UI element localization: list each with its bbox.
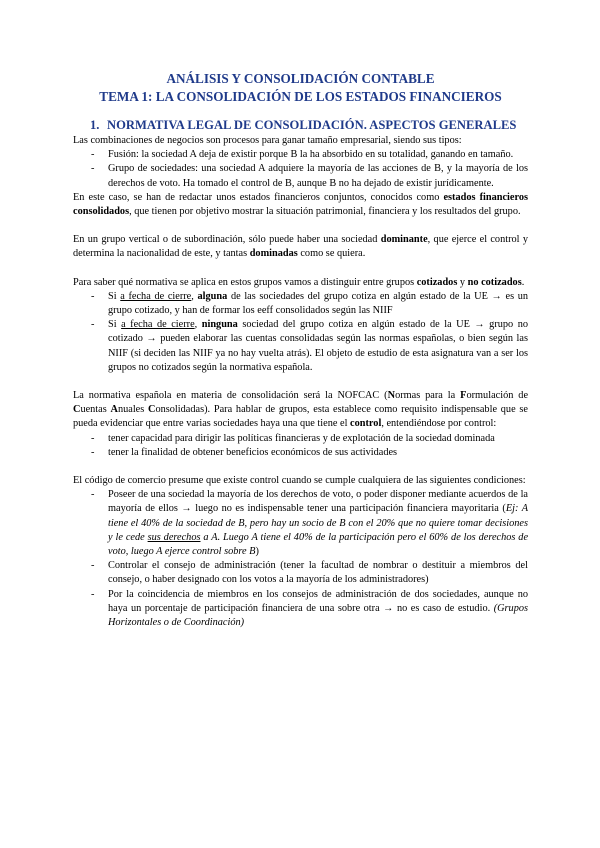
bold-term: cotizados <box>416 276 458 288</box>
list-item-voting-rights <box>91 488 528 559</box>
text-span: ormas para la <box>395 390 461 402</box>
text-span: de las sociedades del grupo cotiza en algún estado de la UE → es un grupo cotizado, y han de formar los eeff consolidados según las NIIF <box>108 290 529 317</box>
paragraph-consolidated-statements <box>73 191 528 219</box>
text-span: , que ejerce el control y determina la nacionalidad de este, y tantas <box>73 234 528 260</box>
bold-letter: C <box>73 404 81 416</box>
text-span: ) <box>255 546 259 558</box>
paragraph-vertical-group <box>73 233 528 261</box>
bold-term: estados financieros consolidados <box>73 191 529 218</box>
text-span: Por la coincidencia de miembros en los consejos de administración de dos sociedades, aunque no haya un porcentaje de participación financiera de una sobre otra → no es caso de estudio. <box>108 588 528 614</box>
bold-term: control <box>350 418 382 430</box>
text-span: , <box>194 319 198 331</box>
text-span: como se quiera. <box>300 248 366 260</box>
text-span: La normativa española en materia de consolidación será la NOFCAC ( <box>73 390 388 402</box>
list-item-group: - Grupo de sociedades: una sociedad A adquiere la mayoría de las acciones de B, y la mayoría de los derechos de voto. Ha tomado el control de B, aunque B no ha dejado de existir jurídicamente. <box>91 162 528 190</box>
text-span: , que tienen por objetivo mostrar la situación patrimonial, financiera y los resultados del grupo. <box>129 206 521 218</box>
bold-letter: C <box>148 404 156 416</box>
text-span: Ej: A tiene el 40% de la sociedad de B, pero hay un socio de B con el 20% que no quiere tomar decisiones y le cede <box>108 503 529 543</box>
text-span: . <box>521 276 525 288</box>
text-span: y <box>459 276 466 288</box>
text-span: Si <box>108 319 117 331</box>
list-item-board-control: - Controlar el consejo de administración (tener la facultad de nombrar o destituir a miembros del consejo, o haber designado con los votos a la mayoría de los administradores) <box>91 559 528 587</box>
bold-term: no cotizados <box>467 276 522 288</box>
text-span: onsolidadas). Para hablar de grupos, esta establece como requisito indispensable que se pueda evidenciar que entre varias sociedades haya una que tiene el <box>73 404 528 430</box>
text-span: sociedad del grupo cotiza en algún estado de la UE → grupo no cotizado → pueden elaborar las cuentas consolidadas según las normas españolas, o bien según las NIIF (si deciden las NIIF ya no hay vuelta atrás). El objeto de estudio de esta asignatura van a ser los grupos no cotizados según la normativa española. <box>108 319 529 373</box>
document-subtitle: TEMA 1: LA CONSOLIDACIÓN DE LOS ESTADOS FINANCIEROS <box>99 88 502 104</box>
section-heading <box>90 117 528 133</box>
list-item-unlisted <box>91 318 528 375</box>
list-item-board-members <box>91 588 528 631</box>
bold-letter: F <box>460 390 467 402</box>
text-span: Para saber qué normativa se aplica en estos grupos vamos a distinguir entre grupos <box>73 276 415 288</box>
list-item-listed <box>91 290 528 318</box>
bold-term: dominadas <box>249 248 298 260</box>
text-span: , <box>191 290 194 302</box>
underlined-term: a fecha de cierre <box>120 290 192 302</box>
text-span: , entendiéndose por control: <box>381 418 497 430</box>
list-control-conditions <box>73 488 528 630</box>
underlined-term: a fecha de cierre <box>121 319 195 331</box>
paragraph-commerce-code: El código de comercio presume que existe control cuando se cumple cualquiera de las siguientes condiciones: <box>73 475 526 487</box>
list-listed-groups <box>73 290 528 375</box>
paragraph-combinations-intro: Las combinaciones de negocios son procesos para ganar tamaño empresarial, siendo sus tipos: <box>73 135 462 146</box>
list-control-definition <box>73 432 528 460</box>
underlined-term: sus derechos <box>147 531 201 543</box>
paragraph-nofcac <box>73 389 528 432</box>
list-item-obtain-benefits: - tener la finalidad de obtener beneficios económicos de sus actividades <box>91 446 528 460</box>
text-span: ormulación de <box>466 390 529 402</box>
text-span: nuales <box>117 404 149 416</box>
text-span: Si <box>108 290 117 302</box>
text-span: a A. Luego A tiene el 40% de la participación pero el 60% de los derechos de voto, luego A ejerce control sobre B <box>108 531 529 558</box>
section-title: NORMATIVA LEGAL DE CONSOLIDACIÓN. ASPECTOS GENERALES <box>107 118 517 132</box>
paragraph-normative <box>73 276 528 290</box>
list-combination-types <box>73 148 528 191</box>
document-title: ANÁLISIS Y CONSOLIDACIÓN CONTABLE <box>166 71 435 86</box>
section-number: 1. <box>90 118 100 132</box>
bold-letter: A <box>110 404 118 416</box>
bold-term: ninguna <box>201 319 238 331</box>
bold-term: dominante <box>380 234 428 246</box>
list-item-direct-policies: - tener capacidad para dirigir las políticas financieras y de explotación de la sociedad dominada <box>91 432 528 446</box>
text-span: En un grupo vertical o de subordinación, sólo puede haber una sociedad <box>73 234 378 246</box>
text-span: En este caso, se han de redactar unos estados financieros conjuntos, conocidos como <box>73 191 440 203</box>
text-span: Poseer de una sociedad la mayoría de los derechos de voto, o poder disponer mediante acuerdos de la mayoría de ellos → luego no es indispensable tener una participación financiera mayoritaria ( <box>108 489 528 515</box>
list-item-fusion: - Fusión: la sociedad A deja de existir porque B la ha absorbido en su totalidad, ganando en tamaño. <box>91 148 528 162</box>
bold-letter: N <box>387 390 396 402</box>
italic-note: (Grupos Horizontales o de Coordinación) <box>108 602 529 629</box>
bold-term: alguna <box>197 290 228 302</box>
text-span: uentas <box>80 404 111 416</box>
